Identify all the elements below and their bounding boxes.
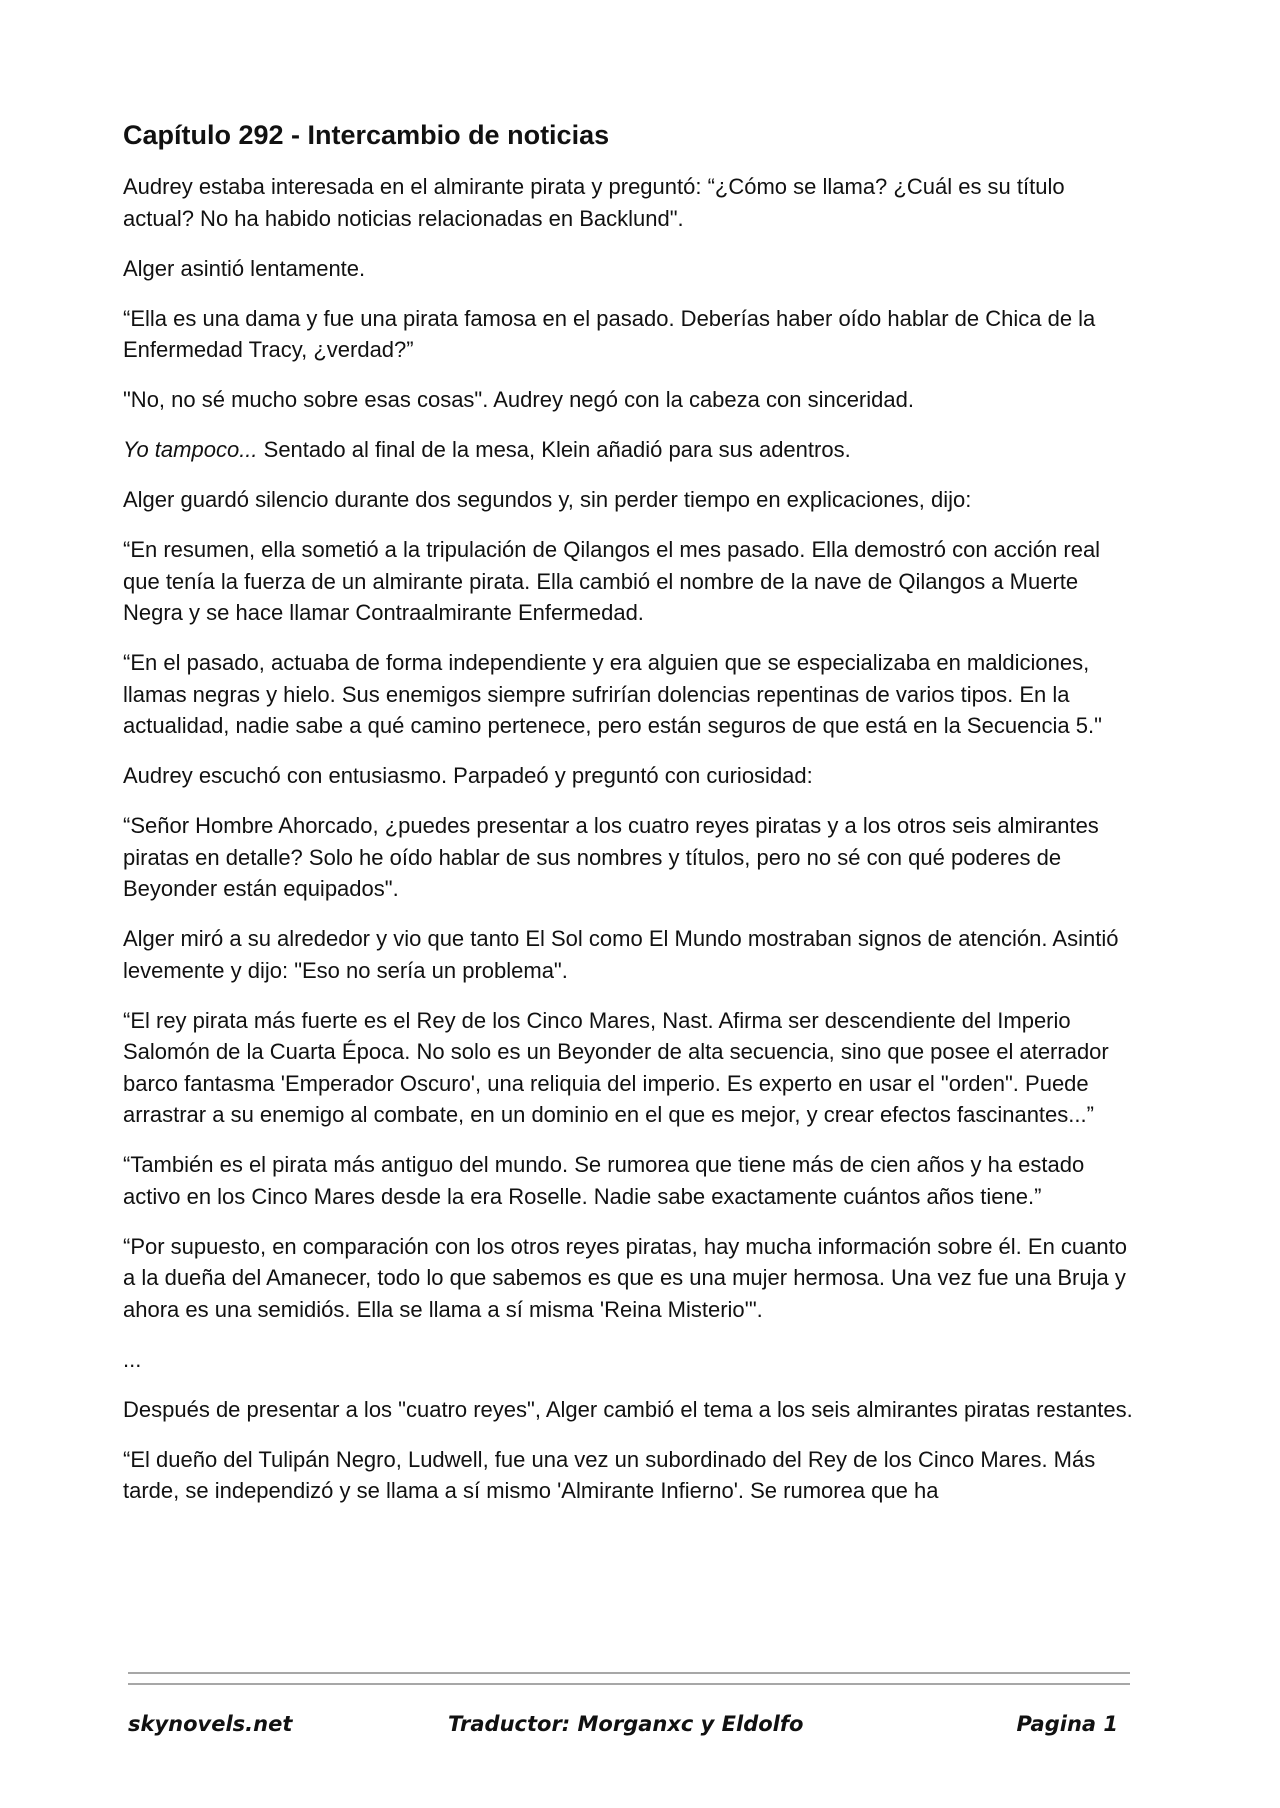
paragraph-text: “Por supuesto, en comparación con los otros reyes piratas, hay mucha información sobre él. En cuanto a la dueña del Amanecer, todo lo que sabemos es que es una mujer hermosa. Una vez fue una Bruja y ahora es una semidiós. Ella se llama a sí misma 'Reina Misterio'". [123, 1233, 1127, 1322]
paragraph-text: “Señor Hombre Ahorcado, ¿puedes presentar a los cuatro reyes piratas y a los otros seis almirantes piratas en detalle? Solo he oído hablar de sus nombres y títulos, pero no sé con qué poderes de Beyonder están equipados". [123, 813, 1099, 902]
paragraph [123, 1444, 1133, 1507]
paragraph-text: Audrey escuchó con entusiasmo. Parpadeó y preguntó con curiosidad: [123, 763, 813, 789]
paragraph-text: “El dueño del Tulipán Negro, Ludwell, fue una vez un subordinado del Rey de los Cinco Mares. Más tarde, se independizó y se llama a sí mismo 'Almirante Infierno'. Se rumorea que ha [123, 1446, 1096, 1504]
paragraph [123, 1149, 1133, 1212]
paragraph-text: “En el pasado, actuaba de forma independiente y era alguien que se especializaba en maldiciones, llamas negras y hielo. Sus enemigos siempre sufrirían dolencias repentinas de varios tipos. En la actualidad, nadie sabe a qué camino pertenece, pero están seguros de que está en la Secuencia 5." [123, 650, 1102, 739]
paragraph [123, 1394, 1133, 1426]
paragraph [123, 253, 1133, 285]
paragraph [123, 810, 1133, 905]
paragraph-text: “Ella es una dama y fue una pirata famosa en el pasado. Deberías haber oído hablar de Chica de la Enfermedad Tracy, ¿verdad?” [123, 305, 1096, 363]
paragraph [123, 1231, 1133, 1326]
page-content [123, 118, 1133, 1525]
footer-site: skynovels.net [128, 1712, 293, 1736]
paragraph-text: “En resumen, ella sometió a la tripulación de Qilangos el mes pasado. Ella demostró con acción real que tenía la fuerza de un almirante pirata. Ella cambió el nombre de la nave de Qilangos a Muerte Negra y se hace llamar Contraalmirante Enfermedad. [123, 537, 1101, 626]
footer-translator: Traductor: Morganxc y Eldolfo [448, 1712, 804, 1736]
paragraph-text: “También es el pirata más antiguo del mundo. Se rumorea que tiene más de cien años y ha estado activo en los Cinco Mares desde la era Roselle. Nadie sabe exactamente cuántos años tiene.” [123, 1152, 1085, 1209]
footer-divider-top [128, 1672, 1130, 1674]
paragraph-text: “El rey pirata más fuerte es el Rey de los Cinco Mares, Nast. Afirma ser descendiente del Imperio Salomón de la Cuarta Época. No solo es un Beyonder de alta secuencia, sino que posee el aterrador barco fantasma 'Emperador Oscuro', una reliquia del imperio. Es experto en usar el "orden". Puede arrastrar a su enemigo al combate, en un dominio en el que es mejor, y crear efectos fascinantes...” [123, 1007, 1109, 1128]
paragraph-text: "No, no sé mucho sobre esas cosas". Audrey negó con la cabeza con sinceridad. [123, 387, 914, 413]
paragraph-text: Después de presentar a los "cuatro reyes", Alger cambió el tema a los seis almirantes piratas restantes. [123, 1396, 1133, 1422]
chapter-title: Capítulo 292 - Intercambio de noticias [123, 120, 610, 150]
paragraph-text: Sentado al final de la mesa, Klein añadió para sus adentros. [257, 437, 851, 463]
paragraph-text: Alger miró a su alrededor y vio que tanto El Sol como El Mundo mostraban signos de atención. Asintió levemente y dijo: "Eso no sería un problema". [123, 926, 1119, 983]
footer-divider-bottom [128, 1683, 1130, 1685]
paragraph-text: Audrey estaba interesada en el almirante pirata y preguntó: “¿Cómo se llama? ¿Cuál es su título actual? No ha habido noticias relacionadas en Backlund". [123, 174, 1065, 231]
paragraph [123, 647, 1133, 742]
footer-page-number: Pagina 1 [1016, 1712, 1118, 1736]
paragraph [123, 923, 1133, 986]
paragraph [123, 760, 1133, 792]
paragraph [123, 303, 1133, 366]
paragraph [123, 434, 1133, 466]
paragraph [123, 484, 1133, 516]
paragraph [123, 1005, 1133, 1131]
paragraph [123, 534, 1133, 629]
paragraph [123, 171, 1133, 234]
italic-thought: Yo tampoco... [123, 437, 258, 463]
paragraph-text: Alger guardó silencio durante dos segundos y, sin perder tiempo en explicaciones, dijo: [123, 487, 972, 513]
paragraph [123, 1344, 1133, 1376]
paragraph [123, 384, 1133, 416]
paragraph-text: ... [123, 1346, 142, 1372]
paragraph-text: Alger asintió lentamente. [123, 255, 366, 281]
page-footer [128, 1712, 1130, 1746]
